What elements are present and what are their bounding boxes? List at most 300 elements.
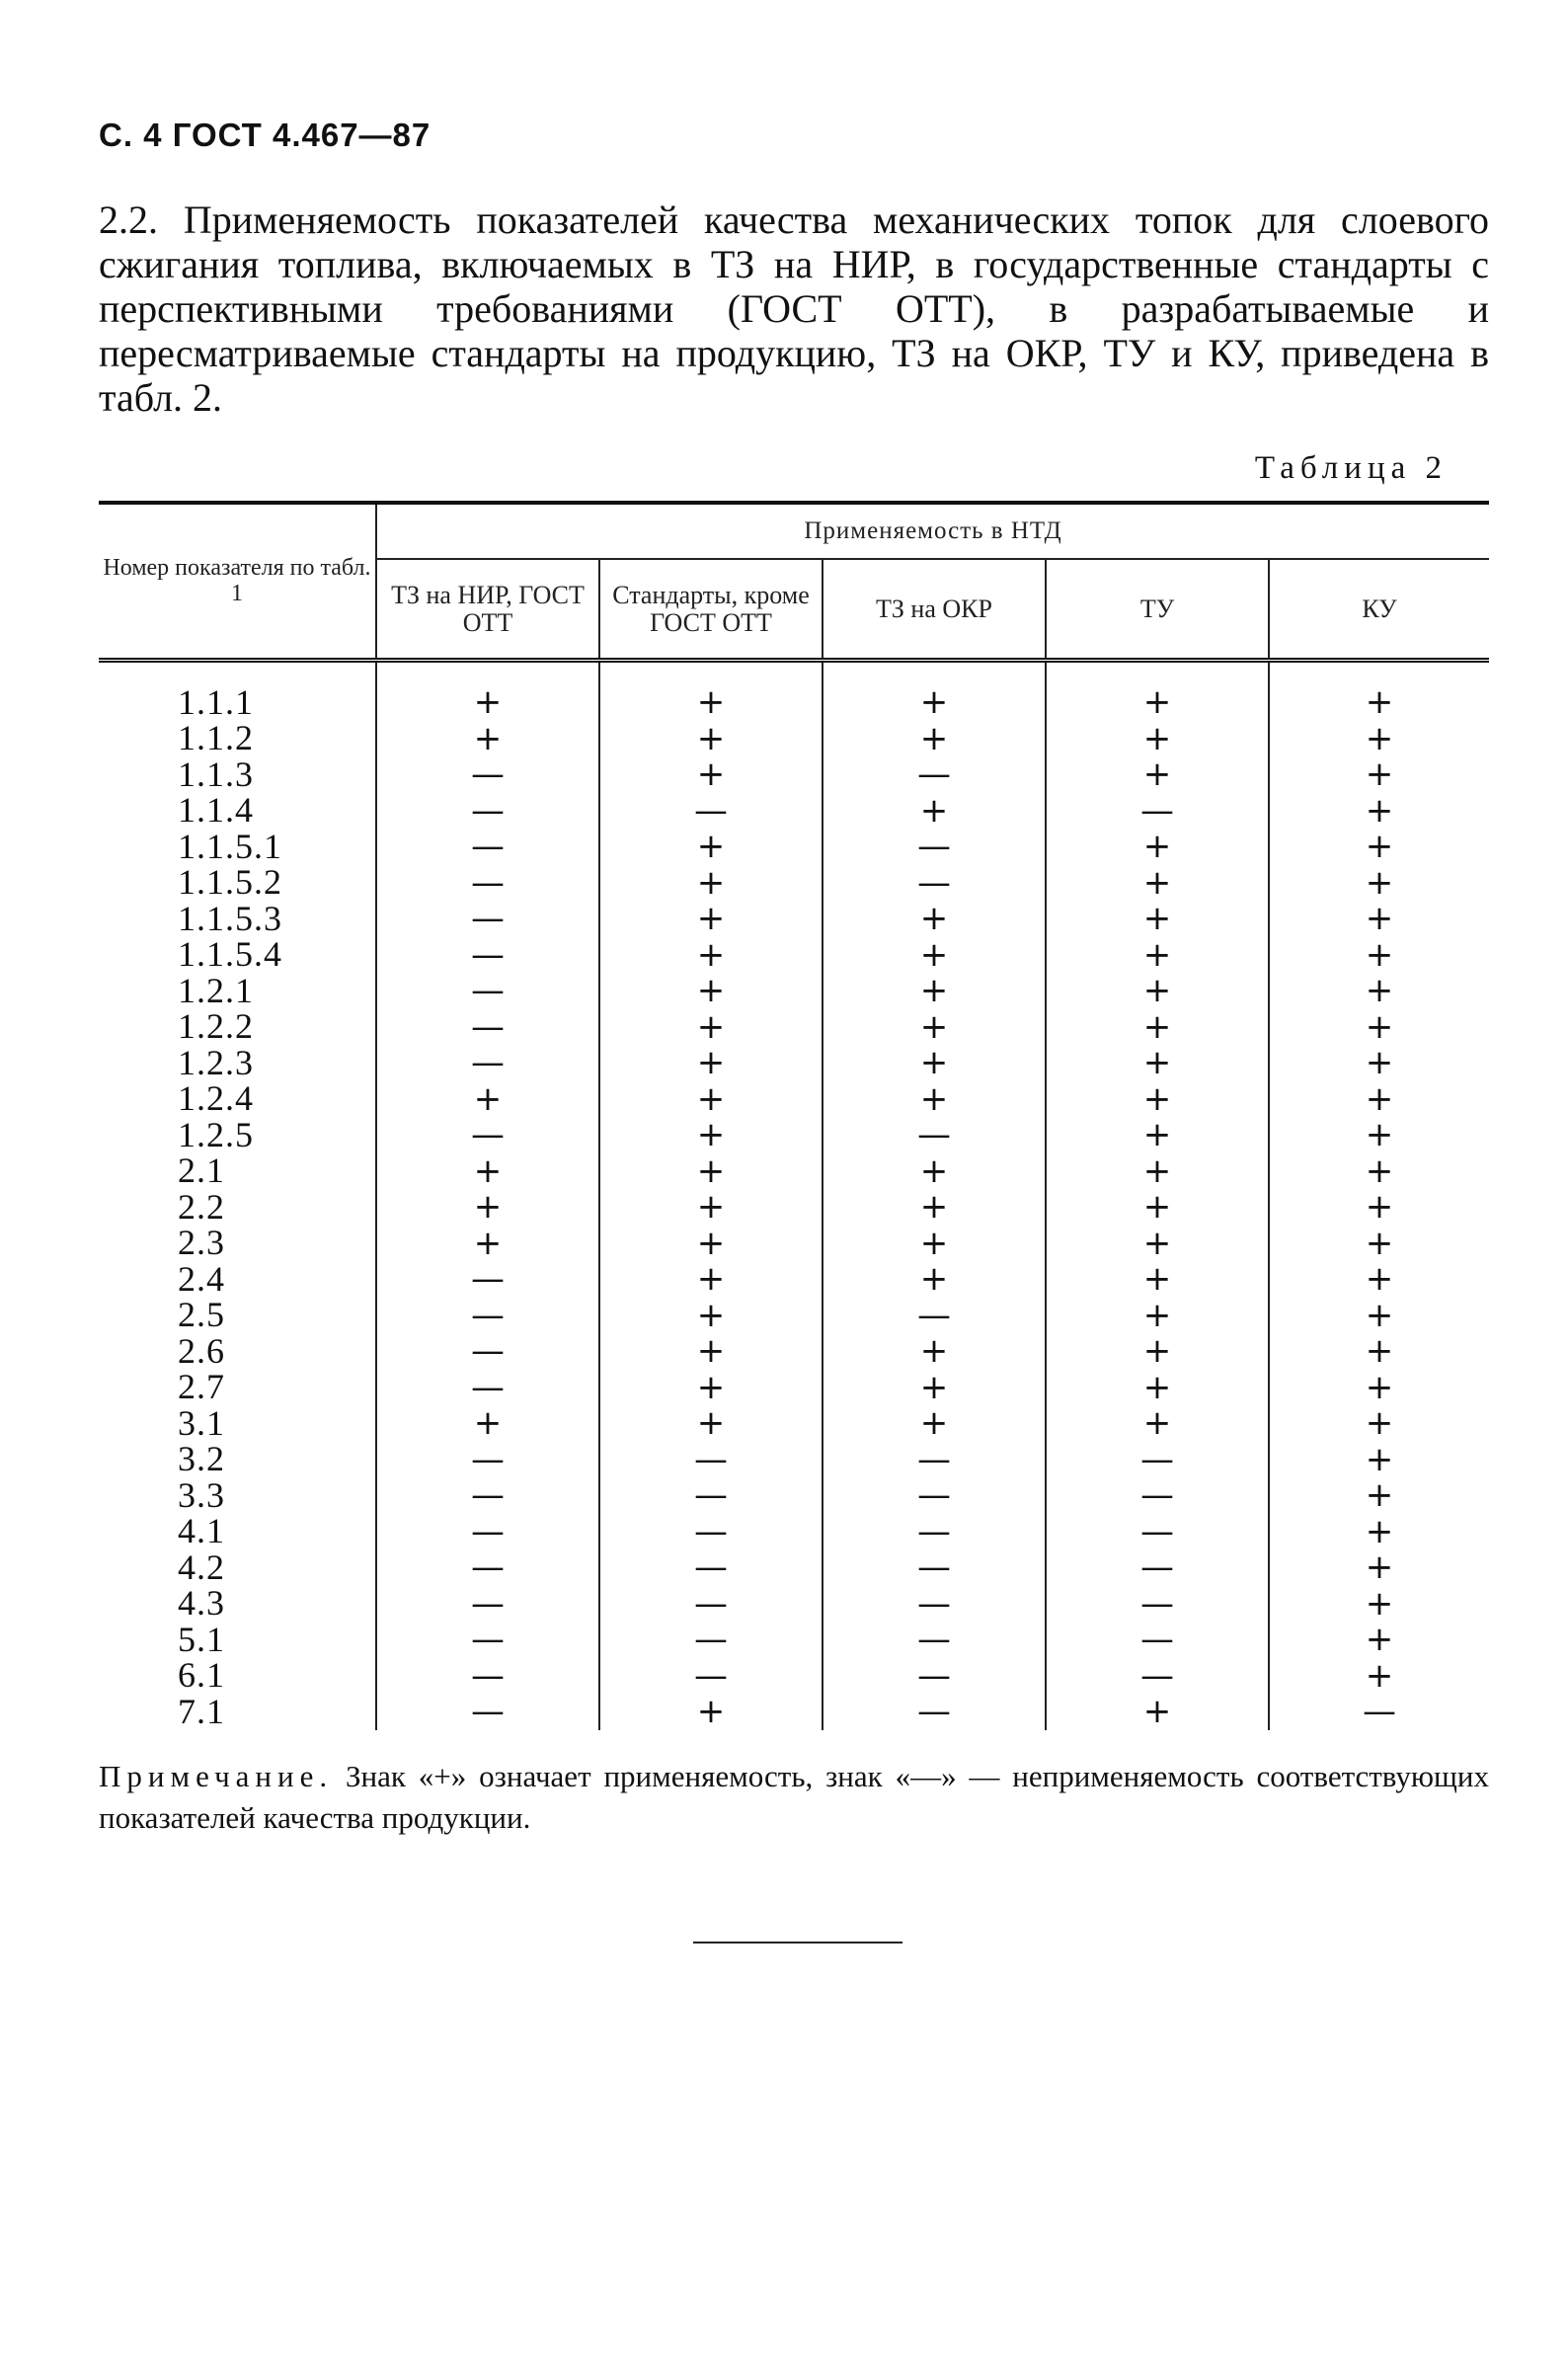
applicability-mark [599, 1405, 823, 1442]
mark-symbol: + [1142, 1078, 1172, 1119]
mark-symbol: — [471, 1655, 505, 1696]
mark-symbol: + [1365, 1223, 1394, 1263]
mark-symbol: — [471, 971, 505, 1010]
applicability-mark [599, 1117, 823, 1153]
applicability-mark [599, 901, 823, 937]
note-label: Примечание. [99, 1759, 334, 1793]
indicator-number: 1.2.5 [99, 1117, 376, 1153]
mark-symbol: + [1142, 1223, 1172, 1263]
applicability-mark [599, 1295, 823, 1335]
applicability-mark [599, 1511, 823, 1551]
indicator-number: 4.1 [99, 1514, 376, 1550]
applicability-mark [1046, 1549, 1269, 1586]
mark-symbol: + [919, 1403, 949, 1443]
mark-symbol: — [471, 1620, 505, 1659]
applicability-mark [823, 661, 1046, 721]
applicability-mark [823, 1189, 1046, 1226]
applicability-mark [1046, 1150, 1269, 1191]
applicability-mark [1269, 862, 1489, 903]
applicability-mark [823, 1655, 1046, 1696]
applicability-mark [823, 1549, 1046, 1586]
applicability-mark [823, 1006, 1046, 1047]
mark-symbol: — [1140, 1655, 1174, 1696]
applicability-mark [599, 1045, 823, 1081]
applicability-mark [599, 1223, 823, 1263]
mark-symbol: — [471, 1115, 505, 1154]
mark-symbol: + [473, 718, 503, 758]
applicability-mark [1046, 934, 1269, 975]
applicability-mark [1046, 862, 1269, 903]
applicability-mark [1269, 1295, 1489, 1335]
table-row [99, 661, 1489, 721]
indicator-number: 2.3 [99, 1226, 376, 1262]
mark-symbol: + [696, 1187, 726, 1227]
applicability-mark [376, 661, 599, 721]
mark-symbol: + [1365, 1259, 1394, 1299]
indicator-number: 2.7 [99, 1370, 376, 1406]
mark-symbol: — [471, 1043, 505, 1082]
applicability-mark [1046, 661, 1269, 721]
mark-symbol: — [471, 1367, 505, 1407]
applicability-mark [1269, 1333, 1489, 1370]
applicability-mark [1046, 1405, 1269, 1442]
mark-symbol: + [696, 1403, 726, 1443]
table-row [99, 1370, 1489, 1406]
mark-symbol: + [1365, 682, 1394, 722]
intro-paragraph: 2.2. Применяемость показателей качества механических топок для слоевого сжигания топлива, включаемых в ТЗ на НИР, в государственные стандарты с перспективными требованиями (ГОСТ ОТТ), в разрабатываемые и пересматриваемые стандарты на продукцию, ТЗ на ОКР, ТУ и КУ, приведена в табл. 2. [99, 198, 1489, 420]
mark-symbol: + [1365, 1403, 1394, 1443]
mark-symbol: + [696, 682, 726, 722]
indicator-number: 2.6 [99, 1333, 376, 1370]
indicator-number: 1.1.4 [99, 793, 376, 830]
mark-symbol: — [694, 1583, 728, 1624]
applicability-mark [1046, 829, 1269, 865]
applicability-mark [376, 1655, 599, 1696]
applicability-mark [823, 790, 1046, 831]
applicability-mark [599, 934, 823, 975]
applicability-mark [599, 1622, 823, 1658]
note-text: Знак «+» означает применяемость, знак «—» — неприменяемость соответствующих показателей качества продукции. [99, 1759, 1490, 1835]
col-header-standards: Стандарты, кроме ГОСТ ОТТ [599, 559, 823, 661]
table-row [99, 1549, 1489, 1586]
mark-symbol: + [696, 1295, 726, 1335]
mark-symbol: — [471, 1295, 505, 1335]
mark-symbol: + [696, 1078, 726, 1119]
mark-symbol: + [919, 1043, 949, 1082]
applicability-mark [1269, 973, 1489, 1009]
mark-symbol: + [1142, 682, 1172, 722]
indicator-number: 6.1 [99, 1658, 376, 1695]
mark-symbol: + [1142, 1115, 1172, 1154]
indicator-number: 1.1.2 [99, 721, 376, 757]
col-header-indicator-number: Номер показателя по табл. 1 [99, 503, 376, 661]
applicability-mark [376, 1333, 599, 1370]
applicability-mark [376, 934, 599, 975]
applicability-mark [823, 934, 1046, 975]
applicability-mark [1269, 1223, 1489, 1263]
mark-symbol: + [1365, 827, 1394, 866]
mark-symbol: — [694, 1655, 728, 1696]
mark-symbol: — [1140, 1475, 1174, 1515]
applicability-mark [599, 1006, 823, 1047]
mark-symbol: + [919, 1331, 949, 1371]
applicability-mark [376, 862, 599, 903]
mark-symbol: — [917, 1547, 951, 1587]
indicator-number: 1.2.3 [99, 1045, 376, 1081]
applicability-mark [823, 1583, 1046, 1624]
table-row [99, 1405, 1489, 1442]
mark-symbol: + [919, 971, 949, 1010]
mark-symbol: + [473, 1187, 503, 1227]
applicability-mark [599, 1189, 823, 1226]
applicability-mark [1269, 790, 1489, 831]
applicability-mark [823, 1333, 1046, 1370]
indicator-number: 5.1 [99, 1622, 376, 1658]
applicability-mark [599, 718, 823, 758]
applicability-mark [1269, 1367, 1489, 1407]
applicability-mark [1046, 901, 1269, 937]
mark-symbol: — [471, 827, 505, 866]
applicability-mark [823, 1439, 1046, 1479]
mark-symbol: + [1365, 718, 1394, 758]
applicability-mark [599, 1655, 823, 1696]
indicator-number: 1.1.5.1 [99, 829, 376, 865]
applicability-mark [599, 1333, 823, 1370]
indicator-number: 2.5 [99, 1298, 376, 1334]
mark-symbol: + [1365, 1331, 1394, 1371]
mark-symbol: + [1142, 1403, 1172, 1443]
mark-symbol: + [1365, 1475, 1394, 1515]
applicability-mark [376, 1694, 599, 1730]
mark-symbol: — [471, 1692, 505, 1731]
table-row [99, 1189, 1489, 1226]
table-row [99, 1009, 1489, 1046]
col-header-tu: ТУ [1046, 559, 1269, 661]
indicator-number: 3.3 [99, 1477, 376, 1514]
applicability-mark [599, 973, 823, 1009]
mark-symbol: + [696, 1692, 726, 1731]
applicability-mark [823, 1511, 1046, 1551]
indicator-number: 2.4 [99, 1261, 376, 1298]
applicability-mark [376, 1189, 599, 1226]
applicability-mark [1269, 1549, 1489, 1586]
applicability-mark [376, 829, 599, 865]
mark-symbol: — [471, 754, 505, 794]
mark-symbol: + [1365, 1511, 1394, 1551]
applicability-mark [1269, 1622, 1489, 1658]
mark-symbol: + [1142, 1150, 1172, 1191]
mark-symbol: + [473, 1403, 503, 1443]
mark-symbol: — [917, 827, 951, 866]
mark-symbol: — [1140, 1439, 1174, 1479]
applicability-mark [1046, 1189, 1269, 1226]
mark-symbol: + [1365, 1583, 1394, 1624]
table-row [99, 901, 1489, 937]
mark-symbol: + [1365, 1367, 1394, 1407]
applicability-mark [823, 1078, 1046, 1119]
mark-symbol: — [917, 1692, 951, 1731]
applicability-mark [376, 790, 599, 831]
mark-symbol: + [696, 862, 726, 903]
indicator-number: 1.1.5.3 [99, 901, 376, 937]
applicability-mark [823, 756, 1046, 793]
mark-symbol: + [1142, 1367, 1172, 1407]
mark-symbol: + [1365, 899, 1394, 938]
applicability-mark [1269, 1405, 1489, 1442]
table-row [99, 1045, 1489, 1081]
mark-symbol: + [1365, 934, 1394, 975]
mark-symbol: + [1142, 862, 1172, 903]
mark-symbol: + [473, 1223, 503, 1263]
applicability-mark [823, 1367, 1046, 1407]
mark-symbol: — [917, 862, 951, 903]
applicability-mark [823, 1295, 1046, 1335]
applicability-mark [376, 1295, 599, 1335]
table-label: Таблица 2 [1254, 450, 1448, 486]
indicator-number: 1.2.4 [99, 1081, 376, 1118]
mark-symbol: — [1140, 790, 1174, 831]
mark-symbol: — [471, 1259, 505, 1299]
applicability-mark [376, 1045, 599, 1081]
mark-symbol: — [917, 1295, 951, 1335]
mark-symbol: + [919, 1259, 949, 1299]
mark-symbol: — [917, 754, 951, 794]
applicability-mark [1269, 756, 1489, 793]
table-row [99, 1298, 1489, 1334]
applicability-mark [1046, 1477, 1269, 1514]
table-row [99, 721, 1489, 757]
table-row [99, 829, 1489, 865]
applicability-mark [599, 1477, 823, 1514]
mark-symbol: — [694, 1620, 728, 1659]
applicability-mark [1269, 1117, 1489, 1153]
mark-symbol: + [1142, 1259, 1172, 1299]
applicability-mark [1269, 901, 1489, 937]
applicability-mark [823, 1622, 1046, 1658]
mark-symbol: + [696, 1367, 726, 1407]
applicability-mark [599, 1261, 823, 1298]
applicability-mark [1269, 1150, 1489, 1191]
table-row [99, 865, 1489, 902]
table-row [99, 1622, 1489, 1658]
mark-symbol: + [696, 1006, 726, 1047]
applicability-mark [1269, 1006, 1489, 1047]
mark-symbol: + [1365, 1655, 1394, 1696]
applicability-mark [1046, 1511, 1269, 1551]
applicability-mark [376, 1477, 599, 1514]
mark-symbol: + [1142, 1043, 1172, 1082]
applicability-mark [1046, 790, 1269, 831]
applicability-mark [1046, 1078, 1269, 1119]
applicability-mark [376, 1405, 599, 1442]
applicability-mark [376, 901, 599, 937]
mark-symbol: — [917, 1115, 951, 1154]
applicability-mark [823, 1223, 1046, 1263]
indicator-number: 3.1 [99, 1405, 376, 1442]
applicability-mark [599, 1367, 823, 1407]
table-row [99, 1658, 1489, 1695]
mark-symbol: + [1142, 934, 1172, 975]
applicability-mark [1046, 1694, 1269, 1730]
table-row [99, 973, 1489, 1009]
mark-symbol: + [696, 1115, 726, 1154]
mark-symbol: + [919, 899, 949, 938]
applicability-mark [599, 1549, 823, 1586]
indicator-number: 4.2 [99, 1549, 376, 1586]
table-row [99, 1081, 1489, 1118]
indicator-number: 1.1.5.4 [99, 937, 376, 974]
indicator-number: 1.2.2 [99, 1009, 376, 1046]
mark-symbol: + [919, 1187, 949, 1227]
mark-symbol: + [696, 1259, 726, 1299]
mark-symbol: + [1365, 1295, 1394, 1335]
table-row [99, 1514, 1489, 1550]
mark-symbol: — [694, 1475, 728, 1515]
page-header: С. 4 ГОСТ 4.467—87 [99, 117, 431, 153]
table-row [99, 1477, 1489, 1514]
applicability-mark [599, 756, 823, 793]
mark-symbol: + [696, 934, 726, 975]
mark-symbol: + [1365, 1006, 1394, 1047]
applicability-mark [823, 1045, 1046, 1081]
table-row [99, 756, 1489, 793]
mark-symbol: + [1365, 862, 1394, 903]
applicability-mark [1046, 1333, 1269, 1370]
applicability-mark [1046, 1045, 1269, 1081]
applicability-mark [1269, 1655, 1489, 1696]
applicability-mark [1269, 1261, 1489, 1298]
mark-symbol: + [919, 1150, 949, 1191]
mark-symbol: — [694, 790, 728, 831]
applicability-mark [599, 1694, 823, 1730]
table-row [99, 1117, 1489, 1153]
mark-symbol: + [1142, 1295, 1172, 1335]
applicability-table [99, 501, 1489, 1730]
applicability-mark [1269, 1078, 1489, 1119]
mark-symbol: — [471, 1006, 505, 1047]
applicability-mark [599, 1078, 823, 1119]
indicator-number: 1.1.3 [99, 756, 376, 793]
applicability-mark [1269, 1477, 1489, 1514]
mark-symbol: — [471, 1547, 505, 1587]
applicability-mark [1046, 1622, 1269, 1658]
mark-symbol: + [919, 790, 949, 831]
group-header-applicability: Применяемость в НТД [376, 503, 1489, 559]
indicator-number: 1.1.5.2 [99, 865, 376, 902]
applicability-mark [599, 661, 823, 721]
applicability-mark [376, 973, 599, 1009]
mark-symbol: + [1142, 971, 1172, 1010]
end-rule [693, 1942, 902, 1944]
mark-symbol: — [917, 1439, 951, 1479]
applicability-mark [376, 1622, 599, 1658]
applicability-mark [1269, 718, 1489, 758]
indicator-number: 3.2 [99, 1442, 376, 1478]
mark-symbol: — [694, 1547, 728, 1587]
applicability-mark [823, 901, 1046, 937]
applicability-mark [599, 790, 823, 831]
applicability-mark [376, 1583, 599, 1624]
mark-symbol: — [471, 899, 505, 938]
table-row [99, 1153, 1489, 1190]
mark-symbol: + [696, 1043, 726, 1082]
table-row [99, 1226, 1489, 1262]
table-row [99, 793, 1489, 830]
mark-symbol: + [919, 718, 949, 758]
indicator-number: 1.2.1 [99, 973, 376, 1009]
mark-symbol: + [1142, 718, 1172, 758]
applicability-mark [376, 1117, 599, 1153]
indicator-number: 1.1.1 [99, 661, 376, 721]
applicability-mark [823, 1261, 1046, 1298]
mark-symbol: + [919, 1223, 949, 1263]
mark-symbol: + [1142, 1006, 1172, 1047]
applicability-mark [1046, 1117, 1269, 1153]
mark-symbol: — [1140, 1620, 1174, 1659]
applicability-mark [823, 1117, 1046, 1153]
col-header-tz-nir: ТЗ на НИР, ГОСТ ОТТ [376, 559, 599, 661]
mark-symbol: — [694, 1511, 728, 1551]
applicability-mark [1269, 1045, 1489, 1081]
applicability-mark [1046, 1261, 1269, 1298]
indicator-number: 2.2 [99, 1189, 376, 1226]
applicability-mark [1269, 1583, 1489, 1624]
applicability-mark [376, 1511, 599, 1551]
applicability-mark [823, 1405, 1046, 1442]
mark-symbol: — [1140, 1583, 1174, 1624]
indicator-number: 7.1 [99, 1694, 376, 1730]
applicability-mark [376, 1549, 599, 1586]
mark-symbol: — [471, 1583, 505, 1624]
mark-symbol: + [473, 1078, 503, 1119]
mark-symbol: — [471, 934, 505, 975]
applicability-mark [599, 1150, 823, 1191]
applicability-mark [376, 718, 599, 758]
mark-symbol: + [696, 754, 726, 794]
applicability-mark [599, 829, 823, 865]
mark-symbol: + [1365, 1043, 1394, 1082]
applicability-mark [823, 973, 1046, 1009]
applicability-mark [1046, 1367, 1269, 1407]
mark-symbol: + [1142, 1692, 1172, 1731]
applicability-mark [823, 1694, 1046, 1730]
applicability-mark [1269, 934, 1489, 975]
table-note [99, 1756, 1489, 1839]
table-row [99, 937, 1489, 974]
applicability-mark [1269, 1439, 1489, 1479]
mark-symbol: + [696, 827, 726, 866]
mark-symbol: + [919, 1367, 949, 1407]
applicability-mark [1269, 829, 1489, 865]
applicability-mark [376, 1150, 599, 1191]
mark-symbol: — [471, 1439, 505, 1479]
applicability-mark [823, 862, 1046, 903]
applicability-mark [376, 1078, 599, 1119]
indicator-number: 2.1 [99, 1153, 376, 1190]
applicability-mark [1269, 1511, 1489, 1551]
applicability-mark [1046, 1655, 1269, 1696]
applicability-mark [823, 1477, 1046, 1514]
mark-symbol: + [473, 1150, 503, 1191]
applicability-mark [1046, 756, 1269, 793]
applicability-mark [1046, 1295, 1269, 1335]
applicability-mark [376, 1261, 599, 1298]
mark-symbol: + [1365, 754, 1394, 794]
mark-symbol: — [471, 1475, 505, 1515]
mark-symbol: + [919, 934, 949, 975]
table-row [99, 1694, 1489, 1730]
applicability-mark [1046, 973, 1269, 1009]
